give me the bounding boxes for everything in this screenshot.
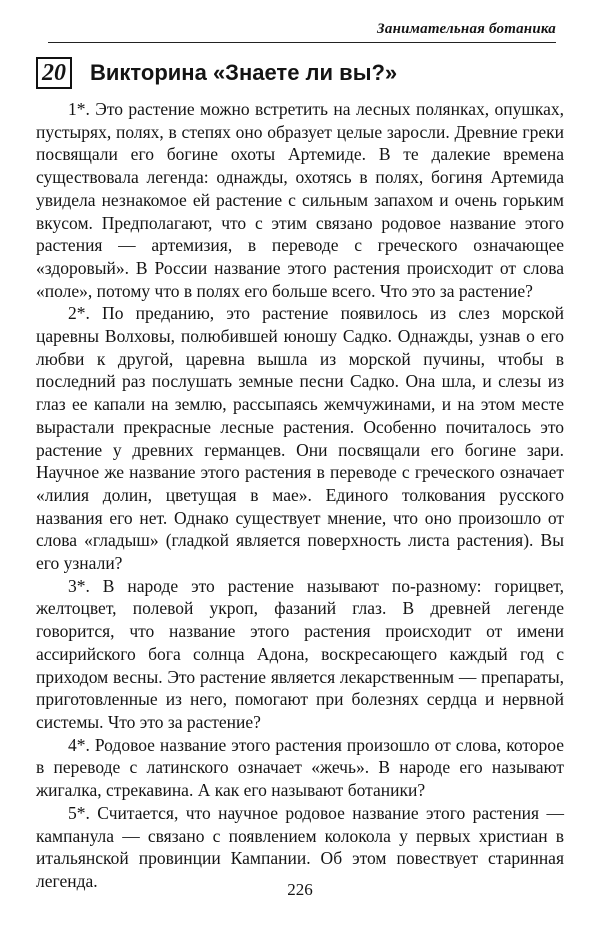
running-header: Занимательная ботаника [377, 21, 556, 37]
section-number-badge: 20 [36, 57, 72, 89]
header-rule [48, 42, 556, 43]
quiz-question-4: 4*. Родовое название этого растения произошло от слова, которое в переводе с латинского означает «жечь». В народе его называют жигалка, стрекавина. А как его называют ботаники? [36, 734, 564, 801]
quiz-question-2: 2*. По преданию, это растение появилось из слез морской царевны Волховы, полюбившей юношу Садко. Однажды, узнав о его любви к другой, царевна вышла из морской пучины, чтобы в последний раз послушать земные песни Садко. Она шла, и слезы из глаз ее капали на землю, рассыпаясь жемчужинами, и на этом месте вырастали прекрасные лесные растения. Особенно почиталось это растение у древних германцев. Они посвящали его богине зари. Научное же название этого растения в переводе с греческого означает «лилия долин, цветущая в мае». Единого толкования русского названия его нет. Однако существует мнение, что оно произошло от слова «гладыш» (гладкой является поверхность листа растения). Вы его узнали? [36, 303, 564, 574]
page-number: 226 [287, 880, 313, 899]
quiz-question-1: 1*. Это растение можно встретить на лесных полянках, опушках, пустырях, полях, в степях оно образует целые заросли. Древние греки посвящали его богине охоты Артемиде. В те далекие времена существовала легенда: однажды, охотясь в полях, богиня Артемида увидела незнакомое ей растение с сильным запахом и очень горьким вкусом. Предполагают, что с этим связано родовое название этого растения — артемизия, в переводе с греческого означающее «здоровый». В России название этого растения происходит от слова «поле», потому что в полях его больше всего. Что это за растение? [36, 99, 564, 301]
quiz-question-5: 5*. Считается, что научное родовое название этого растения — кампанула — связано с появлением колокола у первых христиан в итальянской провинции Кампании. Об этом повествует старинная легенда. [36, 802, 564, 891]
section-title: Викторина «Знаете ли вы?» [90, 60, 398, 85]
quiz-body [36, 98, 564, 893]
quiz-question-3: 3*. В народе это растение называют по-разному: горицвет, желтоцвет, полевой укроп, фазаний глаз. В древней легенде говорится, что название этого растения происходит от имени ассирийского бога солнца Адона, воскресающего каждый год с приходом весны. Это растение является лекарственным — препараты, приготовленные из него, помогают при болезнях сердца и нервной системы. Что это за растение? [36, 575, 564, 732]
